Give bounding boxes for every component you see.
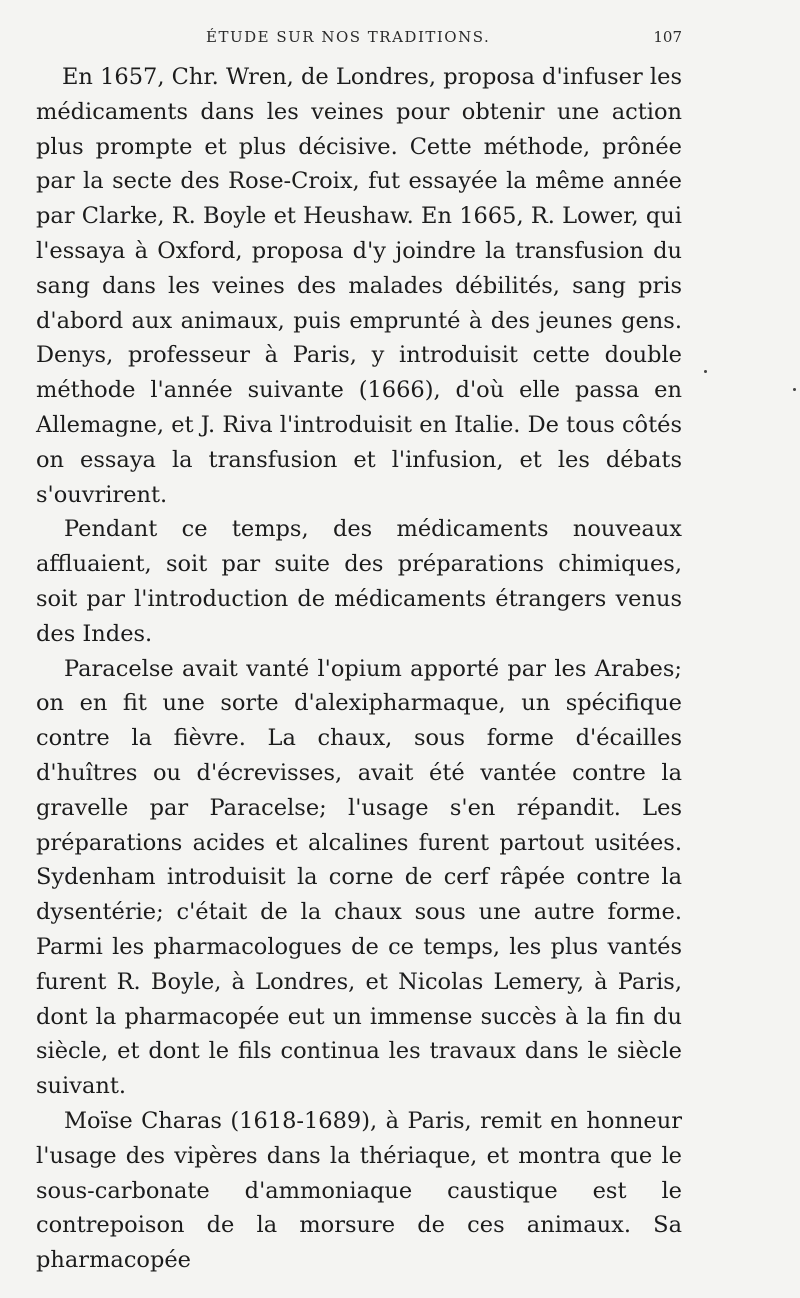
- ink-speck: [793, 388, 796, 391]
- paragraph-transfusion: En 1657, Chr. Wren, de Londres, proposa d'infuser les médicaments dans les veines pour obtenir une action plus prompte et plus décisive. Cette méthode, prônée par la secte des Rose-Croix, fut essayée la même année par Clarke, R. Boyle et Heushaw. En 1665, R. Lower, qui l'essaya à Oxford, proposa d'y joindre la transfusion du sang dans les veines des malades débilités, sang pris d'abord aux animaux, puis emprunté à des jeunes gens. Denys, professeur à Paris, y introduisit cette double méthode l'année suivante (1666), d'où elle passa en Allemagne, et J. Riva l'introduisit en Italie. De tous côtés on essaya la transfusion et l'infusion, et les débats s'ouvrirent.: [36, 64, 682, 508]
- running-title: ÉTUDE SUR NOS TRADITIONS.: [206, 28, 491, 46]
- ink-speck: [704, 370, 707, 373]
- paragraph-paracelse: Paracelse avait vanté l'opium apporté par les Arabes; on en fit une sorte d'alexipharmaque, un spécifique contre la fièvre. La chaux, sous forme d'écailles d'huîtres ou d'écrevisses, avait été vantée contre la gravelle par Paracelse; l'usage s'en répandit. Les préparations acides et alcalines furent partout usitées. Sydenham introduisit la corne de cerf râpée contre la dysentérie; c'était de la chaux sous une autre forme. Parmi les pharmacologues de ce temps, les plus vantés furent R. Boyle, à Londres, et Nicolas Lemery, à Paris, dont la pharmacopée eut un immense succès à la fin du siècle, et dont le fils continua les travaux dans le siècle suivant.: [36, 655, 682, 1100]
- page-number: 107: [653, 28, 682, 46]
- paragraph-new-medicaments: Pendant ce temps, des médicaments nouveaux affluaient, soit par suite des préparations chimiques, soit par l'introduction de médicaments étrangers venus des Indes.: [36, 516, 682, 647]
- body-text: [36, 60, 682, 1278]
- paragraph-charas: Moïse Charas (1618-1689), à Paris, remit en honneur l'usage des vipères dans la thériaque, et montra que le sous-carbonate d'ammoniaque caustique est le contrepoison de la morsure de ces animaux. Sa pharmacopée: [36, 1107, 682, 1274]
- running-head: [36, 28, 682, 50]
